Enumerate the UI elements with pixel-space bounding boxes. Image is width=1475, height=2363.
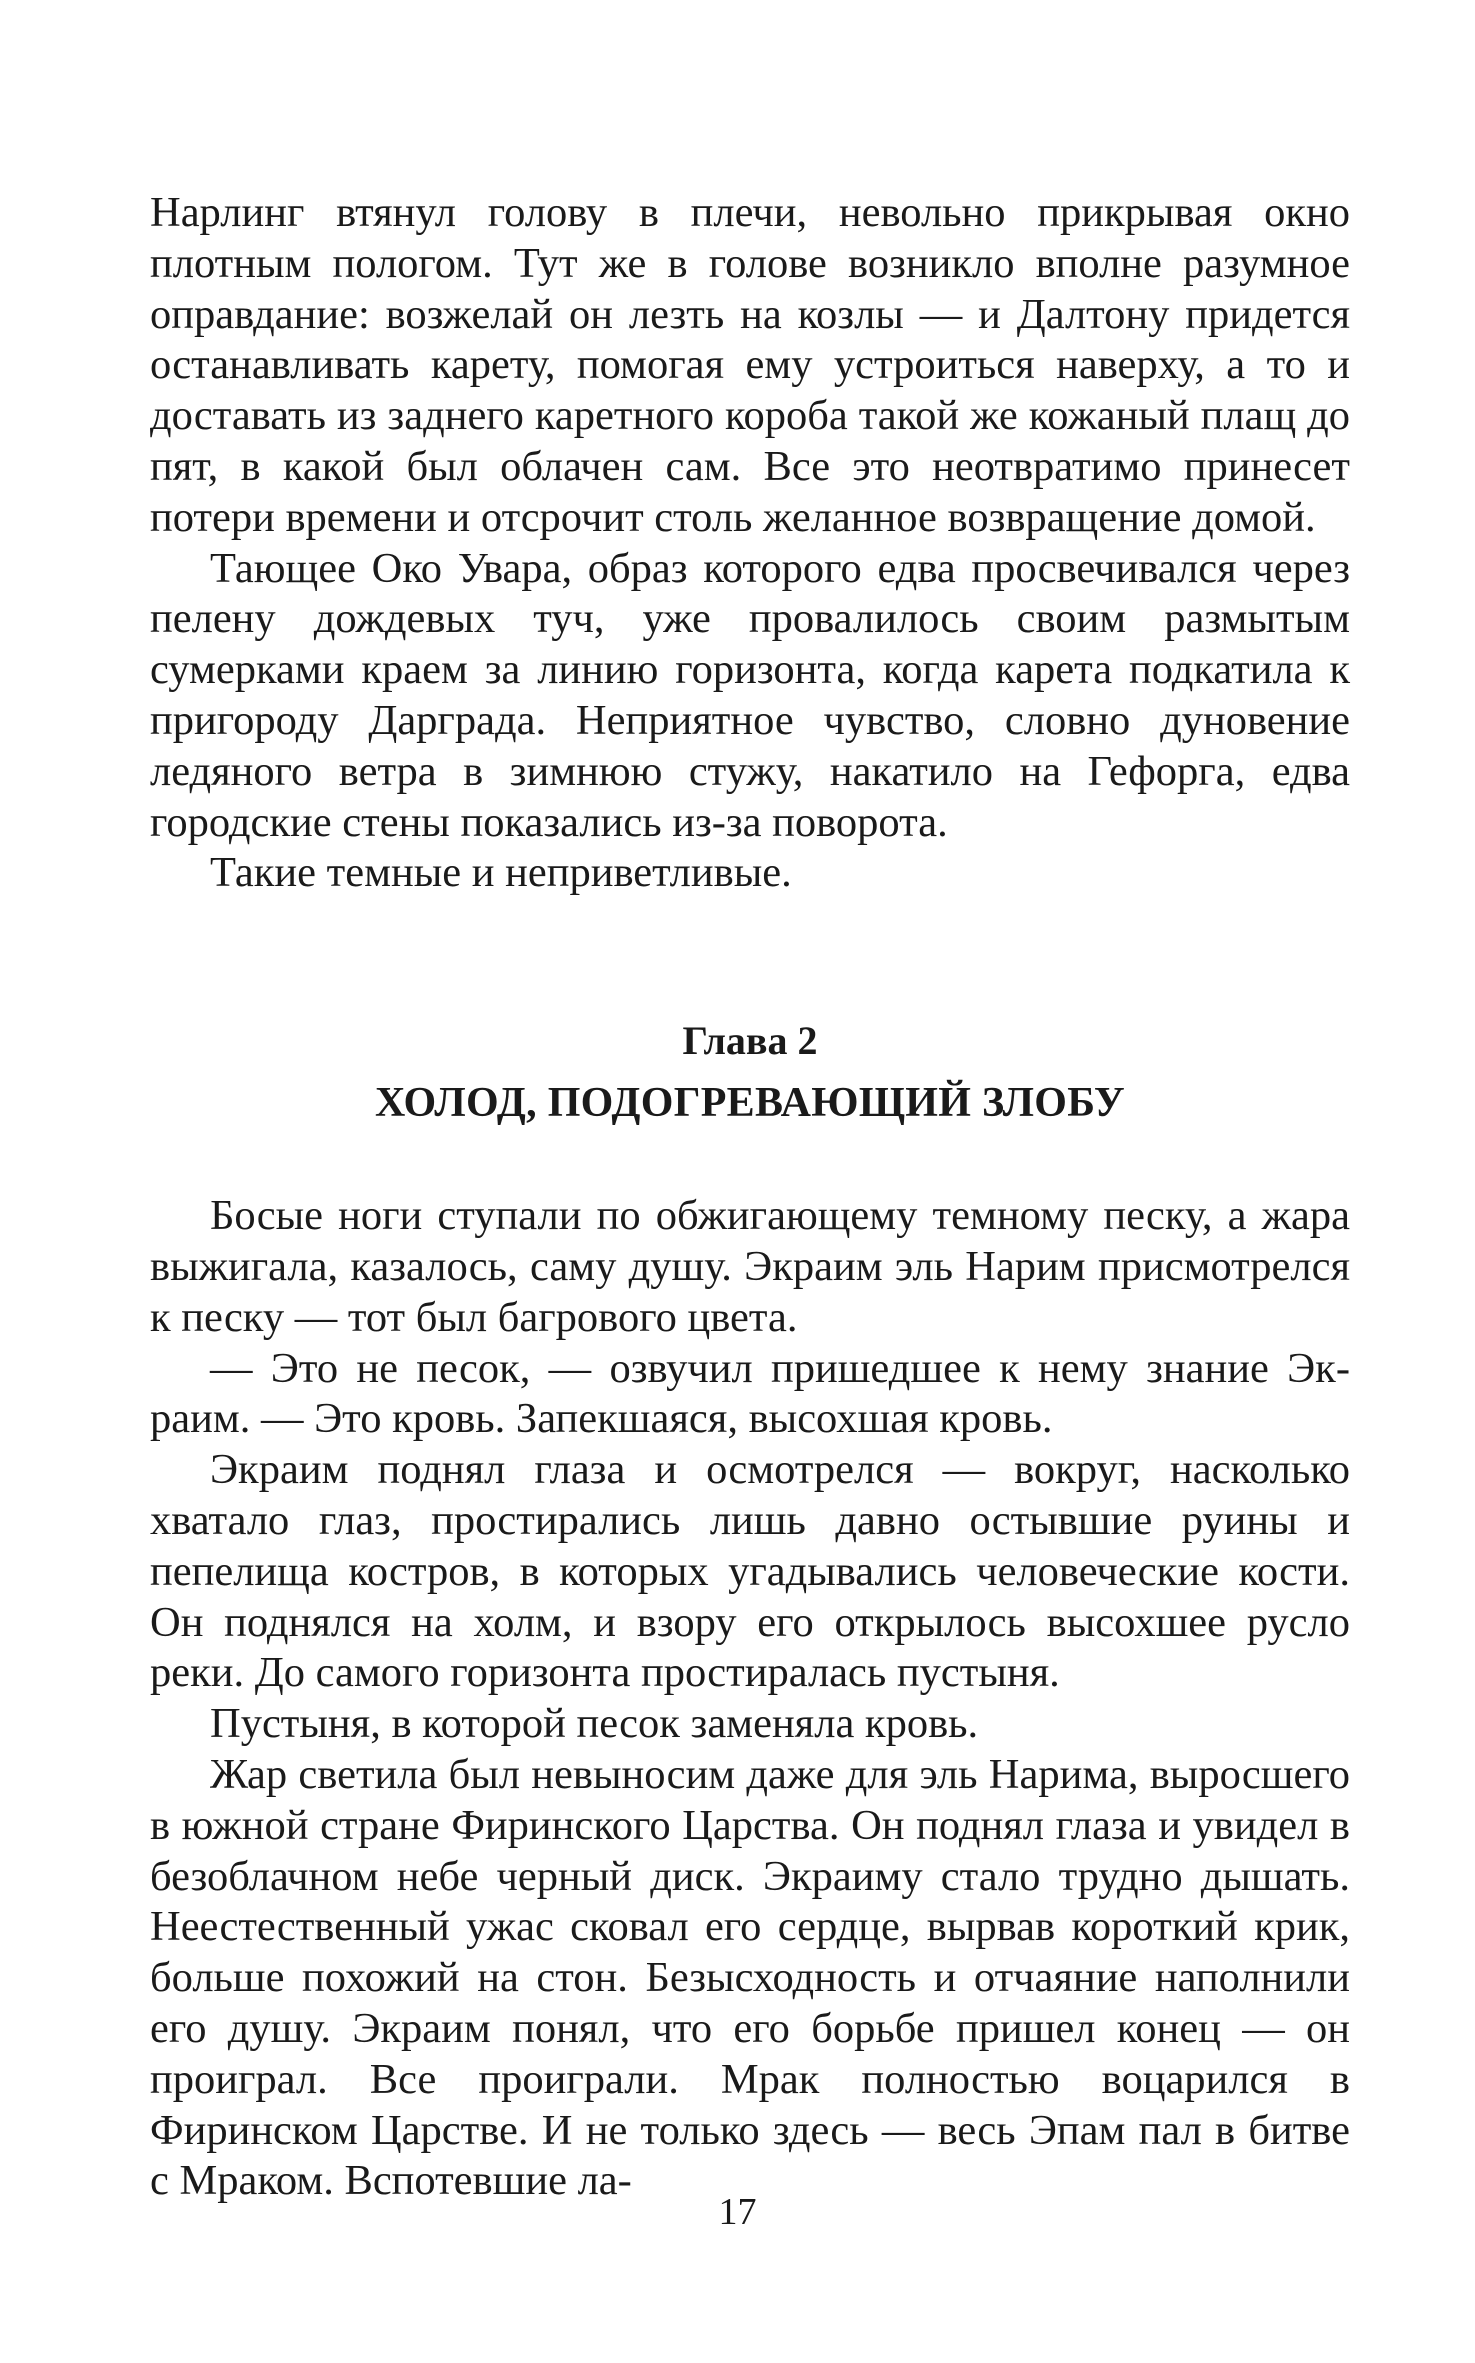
chapter-number: Глава 2 — [682, 1018, 818, 1064]
paragraph: Нарлинг втянул голову в плечи, невольно прикрывая окно плотным пологом. Тут же в голове возникло вполне разумное оправдание: возжелай он лезть на козлы — и Далтону придется останавливать карету, помогая ему устроиться наверху, а то и доставать из заднего каретного короба такой же кожаный плащ до пят, в какой был облачен сам. Все это неотвратимо принесет потери времени и отсрочит столь желанное возвращение домой. — [150, 189, 1350, 541]
chapter-title: ХОЛОД, ПОДОГРЕВАЮЩИЙ ЗЛОБУ — [375, 1080, 1125, 1127]
paragraph: Тающее Око Увара, образ которого едва просвечивался через пелену дождевых туч, уже провалилось своим размытым сумерками краем за линию горизонта, когда карета подкатила к пригороду Дарграда. Неприятное чувство, словно дуновение ледяного ветра в зимнюю стужу, накатило на Гефорга, едва городские стены показались из-за поворота. — [150, 544, 1350, 846]
page-content — [150, 188, 1350, 2207]
paragraph: Такие темные и неприветливые. — [210, 849, 792, 897]
chapter-heading — [150, 1011, 1350, 1135]
chapter-body — [150, 1191, 1350, 2207]
page-number: 17 — [718, 2191, 757, 2233]
paragraph: — Это не песок, — озвучил пришедшее к нему знание Экраим. — Это кровь. Запекшаяся, высохшая кровь. — [150, 1344, 1350, 1443]
paragraph: Пустыня, в которой песок заменяла кровь. — [210, 1700, 979, 1748]
paragraph: Экраим поднял глаза и осмотрелся — вокруг, насколько хватало глаз, простирались лишь давно остывшие руины и пепелища костров, в которых угадывались человеческие кости. Он поднялся на холм, и взору его открылось высохшее русло реки. До самого горизонта простиралась пустыня. — [150, 1446, 1350, 1697]
paragraph: Босые ноги ступали по обжигающему темному песку, а жара выжигала, казалось, саму душу. Экраим эль Нарим присмотрелся к песку — тот был багрового цвета. — [150, 1192, 1350, 1341]
paragraph: Жар светила был невыносим даже для эль Нарима, выросшего в южной стране Фиринского Царства. Он поднял глаза и увидел в безоблачном небе черный диск. Экраиму стало трудно дышать. Неестественный ужас сковал его сердце, вырвав короткий крик, больше похожий на стон. Безысходность и отчаяние наполнили его душу. Экраим понял, что его борьбе пришел конец — он проиграл. Все проиграли. Мрак полностью воцарился в Фиринском Царстве. И не только здесь — весь Эпам пал в битве с Мраком. Вспотевшие ла- — [150, 1750, 1350, 2205]
